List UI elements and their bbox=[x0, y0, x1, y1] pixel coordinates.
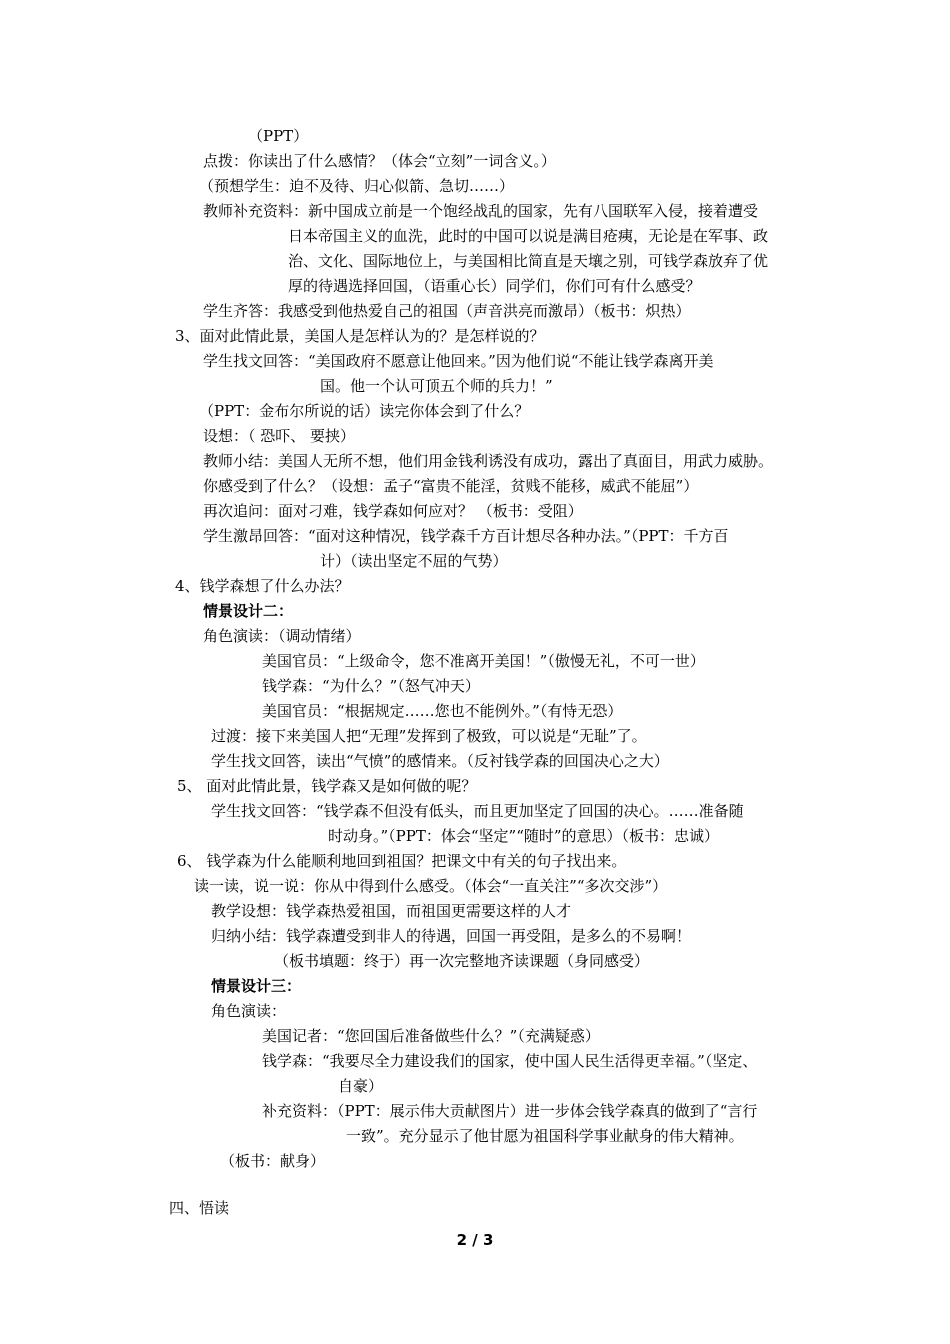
text-line: 设想：（ 恐吓、 要挟） bbox=[203, 427, 356, 445]
text-line: 3、面对此情此景，美国人是怎样认为的？是怎样说的？ bbox=[175, 327, 545, 345]
text-line: （PPT：金布尔所说的话）读完你体会到了什么？ bbox=[199, 402, 530, 420]
text-line: 日本帝国主义的血洗，此时的中国可以说是满目疮痍，无论是在军事、政 bbox=[288, 227, 769, 245]
text-line: 归纳小结：钱学森遭受到非人的待遇，回国一再受阻，是多么的不易啊！ bbox=[211, 927, 692, 945]
text-line: （预想学生：迫不及待、归心似箭、急切……） bbox=[199, 177, 515, 195]
text-line: 教学设想：钱学森热爱祖国，而祖国更需要这样的人才 bbox=[211, 902, 572, 920]
text-line: 5、 面对此情此景，钱学森又是如何做的呢？ bbox=[177, 777, 477, 795]
text-line: 美国官员：“根据规定……您也不能例外。”（有恃无恐） bbox=[262, 702, 623, 720]
text-line: 6、 钱学森为什么能顺利地回到祖国？把课文中有关的句子找出来。 bbox=[177, 852, 627, 870]
text-line: （板书：献身） bbox=[220, 1152, 326, 1170]
text-line: 学生找文回答：“美国政府不愿意让他回来。”因为他们说“不能让钱学森离开美 bbox=[203, 352, 714, 370]
text-line: （板书填题：终于）再一次完整地齐读课题（身同感受） bbox=[274, 952, 650, 970]
text-line: 你感受到了什么？（设想：孟子“富贵不能淫，贫贱不能移，威武不能屈”） bbox=[203, 477, 699, 495]
text-line: 学生激昂回答：“面对这种情况，钱学森千方百计想尽各种办法。”（PPT：千方百 bbox=[203, 527, 729, 545]
text-line: 钱学森：“为什么？”（怒气冲天） bbox=[262, 677, 480, 695]
text-line: 计）（读出坚定不屈的气势） bbox=[320, 552, 508, 570]
text-line: 钱学森：“我要尽全力建设我们的国家，使中国人民生活得更幸福。”（坚定、 bbox=[262, 1052, 758, 1070]
text-line: 一致”。充分显示了他甘愿为祖国科学事业献身的伟大精神。 bbox=[346, 1127, 744, 1145]
text-line: 学生齐答：我感受到他热爱自己的祖国（声音洪亮而激昂）（板书：炽热） bbox=[203, 302, 691, 320]
text-line: 过渡：接下来美国人把“无理”发挥到了极致，可以说是“无耻”了。 bbox=[211, 727, 647, 745]
text-line: 厚的待遇选择回国，（语重心长）同学们，你们可有什么感受？ bbox=[288, 277, 701, 295]
text-line: 学生找文回答，读出“气愤”的感情来。（反衬钱学森的回国决心之大） bbox=[211, 752, 669, 770]
text-line: 角色演读：（调动情绪） bbox=[203, 627, 361, 645]
page-number: 2 / 3 bbox=[456, 1231, 494, 1249]
text-line: 自豪） bbox=[338, 1077, 384, 1095]
text-line: 补充资料：（PPT：展示伟大贡献图片）进一步体会钱学森真的做到了“言行 bbox=[262, 1102, 758, 1120]
text-line: 点拨：你读出了什么感情？（体会“立刻”一词含义。） bbox=[203, 152, 556, 170]
section-heading: 情景设计三： bbox=[211, 977, 302, 995]
text-line: 治、文化、国际地位上，与美国相比简直是天壤之别，可钱学森放弃了优 bbox=[288, 252, 769, 270]
text-line: 美国官员：“上级命令，您不准离开美国！”（傲慢无礼，不可一世） bbox=[262, 652, 705, 670]
text-line: 读一读，说一说：你从中得到什么感受。（体会“一直关注”“多次交涉”） bbox=[194, 877, 668, 895]
text-line: 国。他一个认可顶五个师的兵力！” bbox=[320, 377, 553, 395]
text-line: 学生找文回答：“钱学森不但没有低头，而且更加坚定了回国的决心。……准备随 bbox=[211, 802, 744, 820]
text-line: （PPT） bbox=[248, 127, 309, 145]
section-heading: 四、悟读 bbox=[169, 1199, 230, 1217]
text-line: 再次追问：面对刁难，钱学森如何应对？ （板书：受阻） bbox=[203, 502, 583, 520]
text-line: 时动身。”（PPT：体会“坚定”“随时”的意思）（板书：忠诚） bbox=[328, 827, 720, 845]
text-line: 教师补充资料：新中国成立前是一个饱经战乱的国家，先有八国联军入侵，接着遭受 bbox=[203, 202, 759, 220]
text-line: 角色演读： bbox=[211, 1002, 287, 1020]
text-line: 美国记者：“您回国后准备做些什么？”（充满疑惑） bbox=[262, 1027, 600, 1045]
text-line: 教师小结：美国人无所不想，他们用金钱利诱没有成功，露出了真面目，用武力威胁。 bbox=[203, 452, 774, 470]
section-heading: 情景设计二： bbox=[203, 602, 294, 620]
text-line: 4、钱学森想了什么办法？ bbox=[175, 577, 350, 595]
